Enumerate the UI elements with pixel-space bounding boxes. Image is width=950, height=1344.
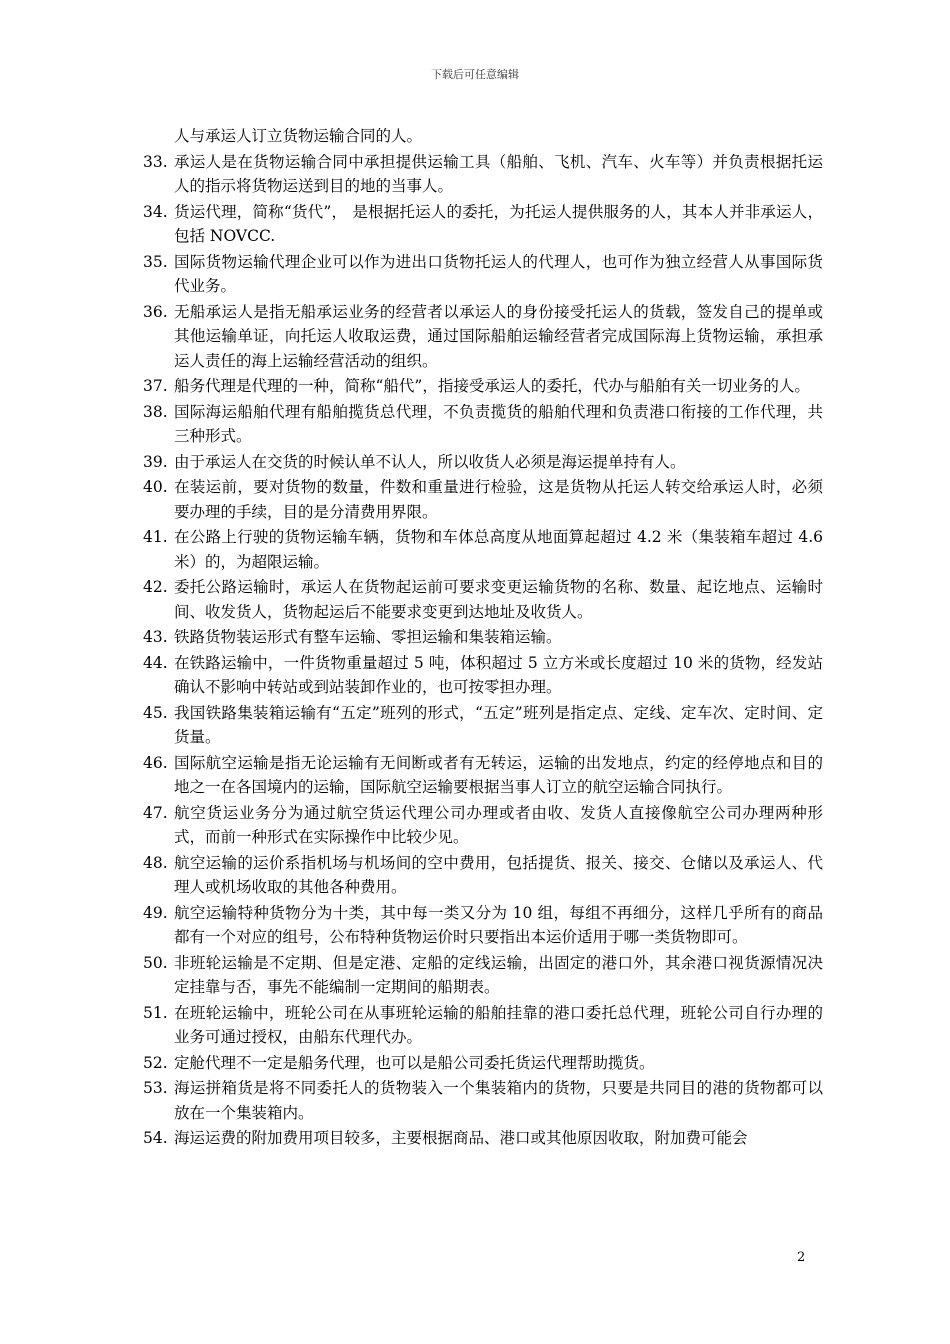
list-item — [143, 400, 823, 449]
item-text: 海运拼箱货是将不同委托人的货物装入一个集装箱内的货物，只要是共同目的港的货物都可以放在一个集装箱内。 — [174, 1079, 823, 1122]
item-number: 46. — [143, 753, 168, 772]
item-text: 铁路货物装运形式有整车运输、零担运输和集装箱运输。 — [174, 628, 562, 646]
item-number: 42. — [143, 578, 168, 596]
item-number: 40. — [143, 478, 168, 496]
list-item — [143, 625, 823, 650]
item-text: 由于承运人在交货的时候认单不认人，所以收货人必须是海运提单持有人。 — [174, 452, 686, 471]
list-item — [143, 575, 823, 624]
list-item — [143, 751, 823, 800]
item-number: 43. — [143, 628, 168, 646]
page-number: 2 — [797, 1250, 806, 1265]
item-number: 33. — [143, 152, 168, 171]
list-item — [143, 851, 823, 900]
item-number: 51. — [143, 1003, 168, 1022]
item-number: 50. — [143, 953, 168, 972]
item-number: 44. — [143, 653, 168, 672]
item-number: 38. — [143, 402, 168, 421]
item-number: 34. — [143, 202, 168, 221]
item-text: 在铁路运输中，一件货物重量超过 5 吨，体积超过 5 立方米或长度超过 10 米的货物，经发站确认不影响中转站或到站装卸作业的，也可按零担办理。 — [174, 653, 823, 696]
item-text: 货运代理，简称“货代”， 是根据托运人的委托，为托运人提供服务的人，其本人并非承运人，包括 NOVCC. — [174, 202, 823, 245]
numbered-list — [143, 150, 823, 1151]
item-text: 我国铁路集装箱运输有“五定”班列的形式，“五定”班列是指定点、定线、定车次、定时间、定货量。 — [174, 703, 823, 746]
list-item — [143, 1126, 823, 1151]
list-item — [143, 475, 823, 524]
list-item — [143, 250, 823, 299]
item-number: 47. — [143, 803, 168, 822]
item-text: 海运运费的附加费用项目较多，主要根据商品、港口或其他原因收取，附加费可能会 — [174, 1129, 748, 1147]
list-item — [143, 701, 823, 750]
item-text: 航空运输的运价系指机场与机场间的空中费用，包括提货、报关、接交、仓储以及承运人、代理人或机场收取的其他各种费用。 — [174, 853, 823, 896]
item-text: 委托公路运输时，承运人在货物起运前可要求变更运输货物的名称、数量、起讫地点、运输时间、收发货人，货物起运后不能要求变更到达地址及收货人。 — [174, 578, 823, 621]
item-number: 54. — [143, 1129, 168, 1147]
list-item — [143, 901, 823, 950]
list-item — [143, 1076, 823, 1125]
item-text: 定舱代理不一定是船务代理，也可以是船公司委托货运代理帮助揽货。 — [174, 1053, 655, 1072]
item-text: 航空货运业务分为通过航空货运代理公司办理或者由收、发货人直接像航空公司办理两种形式，而前一种形式在实际操作中比较少见。 — [174, 803, 823, 846]
item-number: 48. — [143, 853, 168, 872]
item-number: 52. — [143, 1053, 168, 1072]
item-number: 45. — [143, 703, 168, 722]
document-body — [143, 124, 823, 1152]
item-text: 国际航空运输是指无论运输有无间断或者有无转运，运输的出发地点，约定的经停地点和目的地之一在各国境内的运输，国际航空运输要根据当事人订立的航空运输合同执行。 — [174, 753, 823, 796]
item-text: 在装运前，要对货物的数量，件数和重量进行检验，这是货物从托运人转交给承运人时，必须要办理的手续，目的是分清费用界限。 — [174, 478, 823, 521]
list-item — [143, 450, 823, 475]
list-item — [143, 374, 823, 399]
list-item — [143, 525, 823, 574]
item-text: 国际货物运输代理企业可以作为进出口货物托运人的代理人，也可作为独立经营人从事国际货代业务。 — [174, 252, 823, 295]
list-item — [143, 200, 823, 249]
item-text: 航空运输特种货物分为十类，其中每一类又分为 10 组，每组不再细分，这样几乎所有的商品都有一个对应的组号，公布特种货物运价时只要指出本运价适用于哪一类货物即可。 — [174, 903, 823, 946]
item-text: 非班轮运输是不定期、但是定港、定船的定线运输，出固定的港口外，其余港口视货源情况决定挂靠与否，事先不能编制一定期间的船期表。 — [174, 953, 823, 996]
item-number: 41. — [143, 528, 168, 546]
list-item — [143, 651, 823, 700]
continued-paragraph: 人与承运人订立货物运输合同的人。 — [174, 127, 423, 145]
page-header: 下载后可任意编辑 — [431, 68, 519, 81]
list-item — [143, 951, 823, 1000]
item-text: 承运人是在货物运输合同中承担提供运输工具（船舶、飞机、汽车、火车等）并负责根据托运人的指示将货物运送到目的地的当事人。 — [174, 152, 823, 195]
item-number: 35. — [143, 252, 168, 271]
item-text: 国际海运船舶代理有船舶揽货总代理，不负责揽货的船舶代理和负责港口衔接的工作代理，共三种形式。 — [174, 402, 823, 445]
item-number: 36. — [143, 302, 168, 321]
item-number: 49. — [143, 903, 168, 922]
list-item — [143, 801, 823, 850]
item-text: 在班轮运输中，班轮公司在从事班轮运输的船舶挂靠的港口委托总代理，班轮公司自行办理的业务可通过授权，由船东代理代办。 — [174, 1003, 823, 1046]
list-item — [143, 300, 823, 374]
list-item — [143, 150, 823, 199]
item-number: 53. — [143, 1079, 168, 1097]
list-item — [143, 1001, 823, 1050]
list-item — [143, 1051, 823, 1076]
item-number: 37. — [143, 377, 168, 395]
item-text: 在公路上行驶的货物运输车辆，货物和车体总高度从地面算起超过 4.2 米（集装箱车超过 4.6 米）的，为超限运输。 — [174, 528, 823, 571]
item-text: 船务代理是代理的一种，简称“船代”，指接受承运人的委托，代办与船舶有关一切业务的人。 — [174, 377, 810, 395]
item-text: 无船承运人是指无船承运业务的经营者以承运人的身份接受托运人的货载，签发自己的提单或其他运输单证，向托运人收取运费，通过国际船舶运输经营者完成国际海上货物运输，承担承运人责任的海上运输经营活动的组织。 — [174, 302, 823, 370]
item-number: 39. — [143, 452, 168, 471]
